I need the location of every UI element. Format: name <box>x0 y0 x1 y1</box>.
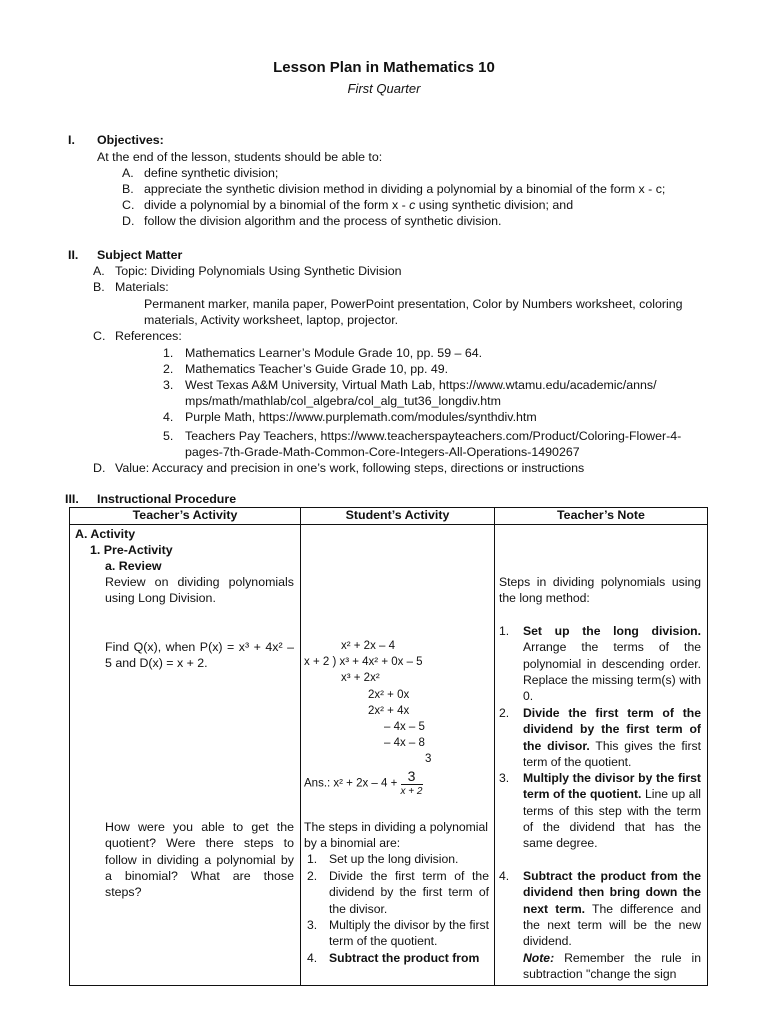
procedure-heading: Instructional Procedure <box>97 492 237 506</box>
page-title: Lesson Plan in Mathematics 10 <box>273 59 495 76</box>
column-header: Teacher’s Note <box>495 508 708 525</box>
reference-num: 4. <box>163 410 174 424</box>
objectives-heading: Objectives: <box>97 133 164 147</box>
section-numeral-procedure: III. <box>65 492 79 506</box>
step-num: 1. <box>307 852 318 866</box>
step-num: 3. <box>307 918 318 932</box>
reference-link[interactable]: Purple Math, https://www.purplemath.com/modules/synthdiv.htm <box>185 410 537 424</box>
teacher-activity-cell <box>70 525 301 986</box>
reference-link[interactable]: West Texas A&M University, Virtual Math Lab, https://www.wtamu.edu/academic/anns/ <box>185 378 657 392</box>
note-step-text: Divide the first term of the dividend by the first term of the divisor. This gives the first term of the quotient. <box>523 706 702 769</box>
question-text: How were you able to get the quotient? Were there steps to follow in dividing a polynomial by a binomial? What are those steps? <box>105 820 294 900</box>
reference-link[interactable]: pages-7th-Grade-Math-Common-Core-Integers-All-Operations-1490267 <box>185 445 580 459</box>
section-numeral-objectives: I. <box>68 133 75 147</box>
objective-text: define synthetic division; <box>144 166 279 180</box>
note-step-num: 3. <box>499 771 510 785</box>
materials-letter: B. <box>93 280 105 294</box>
reference-link[interactable]: mps/math/mathlab/col_algebra/col_alg_tut36_longdiv.htm <box>185 394 501 408</box>
reference-num: 2. <box>163 362 174 376</box>
step-text: Multiply the divisor by the first term of the quotient. <box>329 918 489 949</box>
review-text: Review on dividing polynomials using Long Division. <box>105 575 294 606</box>
procedure-table <box>69 507 708 986</box>
long-division-row: – 4x – 8 <box>384 737 425 749</box>
objective-text: follow the division algorithm and the process of synthetic division. <box>144 214 502 228</box>
note-intro: Steps in dividing polynomials using the long method: <box>499 575 701 606</box>
reference-num: 3. <box>163 378 174 392</box>
objectives-intro: At the end of the lesson, students should be able to: <box>97 150 383 164</box>
step-num: 4. <box>307 951 318 965</box>
topic-letter: A. <box>93 264 105 278</box>
note-step-num: 4. <box>499 869 510 883</box>
pre-activity-heading: 1. Pre-Activity <box>90 543 173 557</box>
table-row <box>70 525 708 986</box>
subject-matter-heading: Subject Matter <box>97 248 183 262</box>
reference-num: 1. <box>163 346 174 360</box>
value-letter: D. <box>93 461 106 475</box>
long-division-row: 2x² + 4x <box>368 705 410 717</box>
objective-letter: A. <box>122 166 134 180</box>
objective-text: divide a polynomial by a binomial of the form x - c using synthetic division; and <box>144 198 574 212</box>
objective-letter: D. <box>122 214 135 228</box>
references-label: References: <box>115 329 182 343</box>
long-division-row: – 4x – 5 <box>384 721 425 733</box>
activity-heading: A. Activity <box>75 527 136 541</box>
reference-text: Mathematics Learner’s Module Grade 10, pp. 59 – 64. <box>185 346 483 360</box>
long-division-row: x³ + 2x² <box>341 672 380 684</box>
note-remark: Note: Remember the rule in subtraction "change the sign <box>523 951 701 982</box>
steps-intro: The steps in dividing a polynomial by a binomial are: <box>304 820 488 851</box>
review-heading: a. Review <box>105 559 162 573</box>
section-numeral-subject-matter: II. <box>68 248 79 262</box>
note-step-text: Multiply the divisor by the first term of the quotient. Line up all terms of this step with the term of the dividend that has the same degree. <box>523 771 701 851</box>
materials-label: Materials: <box>115 280 169 294</box>
note-step-num: 2. <box>499 706 510 720</box>
materials-line: Permanent marker, manila paper, PowerPoint presentation, Color by Numbers worksheet, coloring <box>144 297 683 311</box>
column-header: Student’s Activity <box>301 508 495 525</box>
note-step-num: 1. <box>499 624 510 638</box>
step-text: Divide the first term of the dividend by the first term of the divisor. <box>329 869 489 916</box>
value-text: Value: Accuracy and precision in one’s work, following steps, directions or instructions <box>115 461 585 475</box>
objective-letter: B. <box>122 182 134 196</box>
step-text: Subtract the product from <box>329 951 480 965</box>
note-step-text: Subtract the product from the dividend then bring down the next term. The difference and the next term will be the new dividend. <box>523 869 702 949</box>
reference-link[interactable]: Teachers Pay Teachers, https://www.teacherspayteachers.com/Product/Coloring-Flower-4- <box>185 429 682 443</box>
answer-fraction: $\frac{3}{x + 2}$ <box>400 768 423 797</box>
student-activity-cell <box>301 525 495 986</box>
find-text: Find Q(x), when P(x) = x³ + 4x² – 5 and D(x) = x + 2. <box>105 640 294 671</box>
step-num: 2. <box>307 869 318 883</box>
step-text: Set up the long division. <box>329 852 459 866</box>
objective-letter: C. <box>122 198 135 212</box>
teacher-note-cell <box>495 525 708 986</box>
long-division-remainder: 3 <box>425 753 432 765</box>
page-subtitle: First Quarter <box>347 81 421 96</box>
long-division-row: 2x² + 0x <box>368 689 410 701</box>
reference-num: 5. <box>163 429 174 443</box>
column-header: Teacher’s Activity <box>70 508 301 525</box>
long-division-divisor: x + 2 ) x³ + 4x² + 0x – 5 <box>304 656 423 668</box>
answer: Ans.: x² + 2x – 4 + $\frac{3}{x + 2}$ <box>304 768 423 797</box>
materials-line: materials, Activity worksheet, laptop, projector. <box>144 313 399 327</box>
objective-text: appreciate the synthetic division method in dividing a polynomial by a binomial of the form x - c; <box>144 182 666 196</box>
topic-text: Topic: Dividing Polynomials Using Synthetic Division <box>115 264 402 278</box>
references-letter: C. <box>93 329 106 343</box>
table-header-row <box>70 508 708 525</box>
reference-text: Mathematics Teacher’s Guide Grade 10, pp. 49. <box>185 362 449 376</box>
long-division-quotient: x² + 2x – 4 <box>341 640 396 652</box>
note-step-text: Set up the long division. Arrange the terms of the polynomial in descending order. Replace the missing term(s) with 0. <box>523 624 701 704</box>
